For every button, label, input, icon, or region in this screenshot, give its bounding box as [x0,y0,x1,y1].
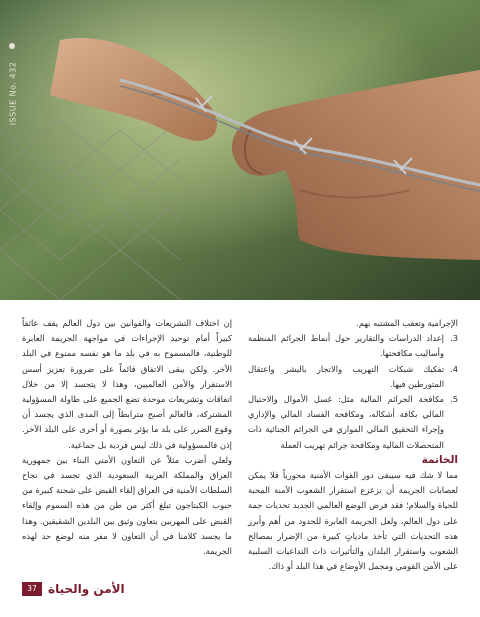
list-item-text: إعداد الدراسات والتقارير حول أنماط الجرائم المنظمة وأساليب مكافحتها. [248,333,444,359]
list-item-number: 3. [450,333,458,344]
paragraph: إن اختلاف التشريعات والقوانين بين دول العالم يقف عائقاً كبيراً أمام توحيد الإجراءات في مواجهة الجريمة العابرة للوطنية، فالمسموح به في بلد ما هو نفسه ممنوع في البلد الآخر. ولكن يبقى الاتفاق قائماً على ضرورة تعزيز أسس الاستقرار والأمن العالميين، وهذا لا يتجسد إلا من خلال اتفاقات وتشريعات موحدة تضع الجميع على طاولة المسؤولية المشتركة، فالعالم أصبح مترابطاً إلى المدى الذي يجسد أن وقوع الضرر على بلد ما يؤثر بصورة أو أخرى على البلد الآخر. إذن فالمسؤولية في ذلك ليس فردية بل جماعية. [22,318,232,450]
conclusion-text: مما لا شك فيه سيبقى دور القوات الأمنية محورياً فلا يمكن لعصابات الجريمة أن تزعزع استقرار الشعوب الآمنة المحبة للحياة والسلام؛ فقد فرض الوضع العالمي الجديد تحديات جمة على دول العالم، ولعل الجريمة العابرة للحدود من أهم وأبرز هذه التحديات التي تأخذ مادياتٍ كبيرة من الإضرار بمصالح الشعوب واستقرار البلدان والتأثيرات ذات التداعيات السلبية على الأمن القومي ومجمل الأوضاع في هذا البلد أو ذاك. [248,470,458,572]
hero-photo [0,0,480,300]
list-item-text: مكافحة الجرائم المالية مثل: غسل الأموال والاحتيال المالي بكافة أشكاله، ومكافحة الفساد المالي والإداري وإجراء التحقيق المالي الموازي في الجرائم الجنائية ذات المتحصلات المالية ومكافحة جرائم تهريب العملة [248,394,444,450]
page-footer [0,579,480,601]
paragraph: ولعلي أضرب مثلاً عن التعاون الأمني البناء بين جمهورية العراق والمملكة العربية السعودية الذي تجسد في نجاح السلطات الأمنية في العراق إلقاء القبض على شحنة كبيرة من حبوب الكبتاجون تبلغ أكثر من طن من هذه السموم وإلقاء القبض على المهربين بتعاون وثيق بين البلدين الشقيقين. وهذا ما يجسد كلامنا في أن التعاون لا مفر منه لوضع حد لهذه الجريمة. [22,454,232,557]
list-item-number: 5. [450,394,458,405]
page-number: 37 [27,584,37,593]
magazine-name: الأمن والحياة [48,582,125,596]
barbed-wire-hands-photo [0,0,480,300]
article-column-right [248,316,458,574]
issue-marker [4,55,20,145]
list-item [248,362,458,392]
lead-text: الإجرامية وتعقب المشتبه بهم. [356,318,458,328]
list-item-number: 4. [450,363,458,374]
list-item [248,392,458,453]
list-item [248,331,458,361]
list-item-text: تفكيك شبكات التهريب والاتجار بالبشر واعتقال المتورطين فيها. [248,363,444,389]
conclusion-heading: الخاتمة [421,453,458,466]
issue-label: ISSUE No. 432 [8,61,18,126]
article-column-left [22,316,232,559]
page-number-badge [22,582,42,596]
